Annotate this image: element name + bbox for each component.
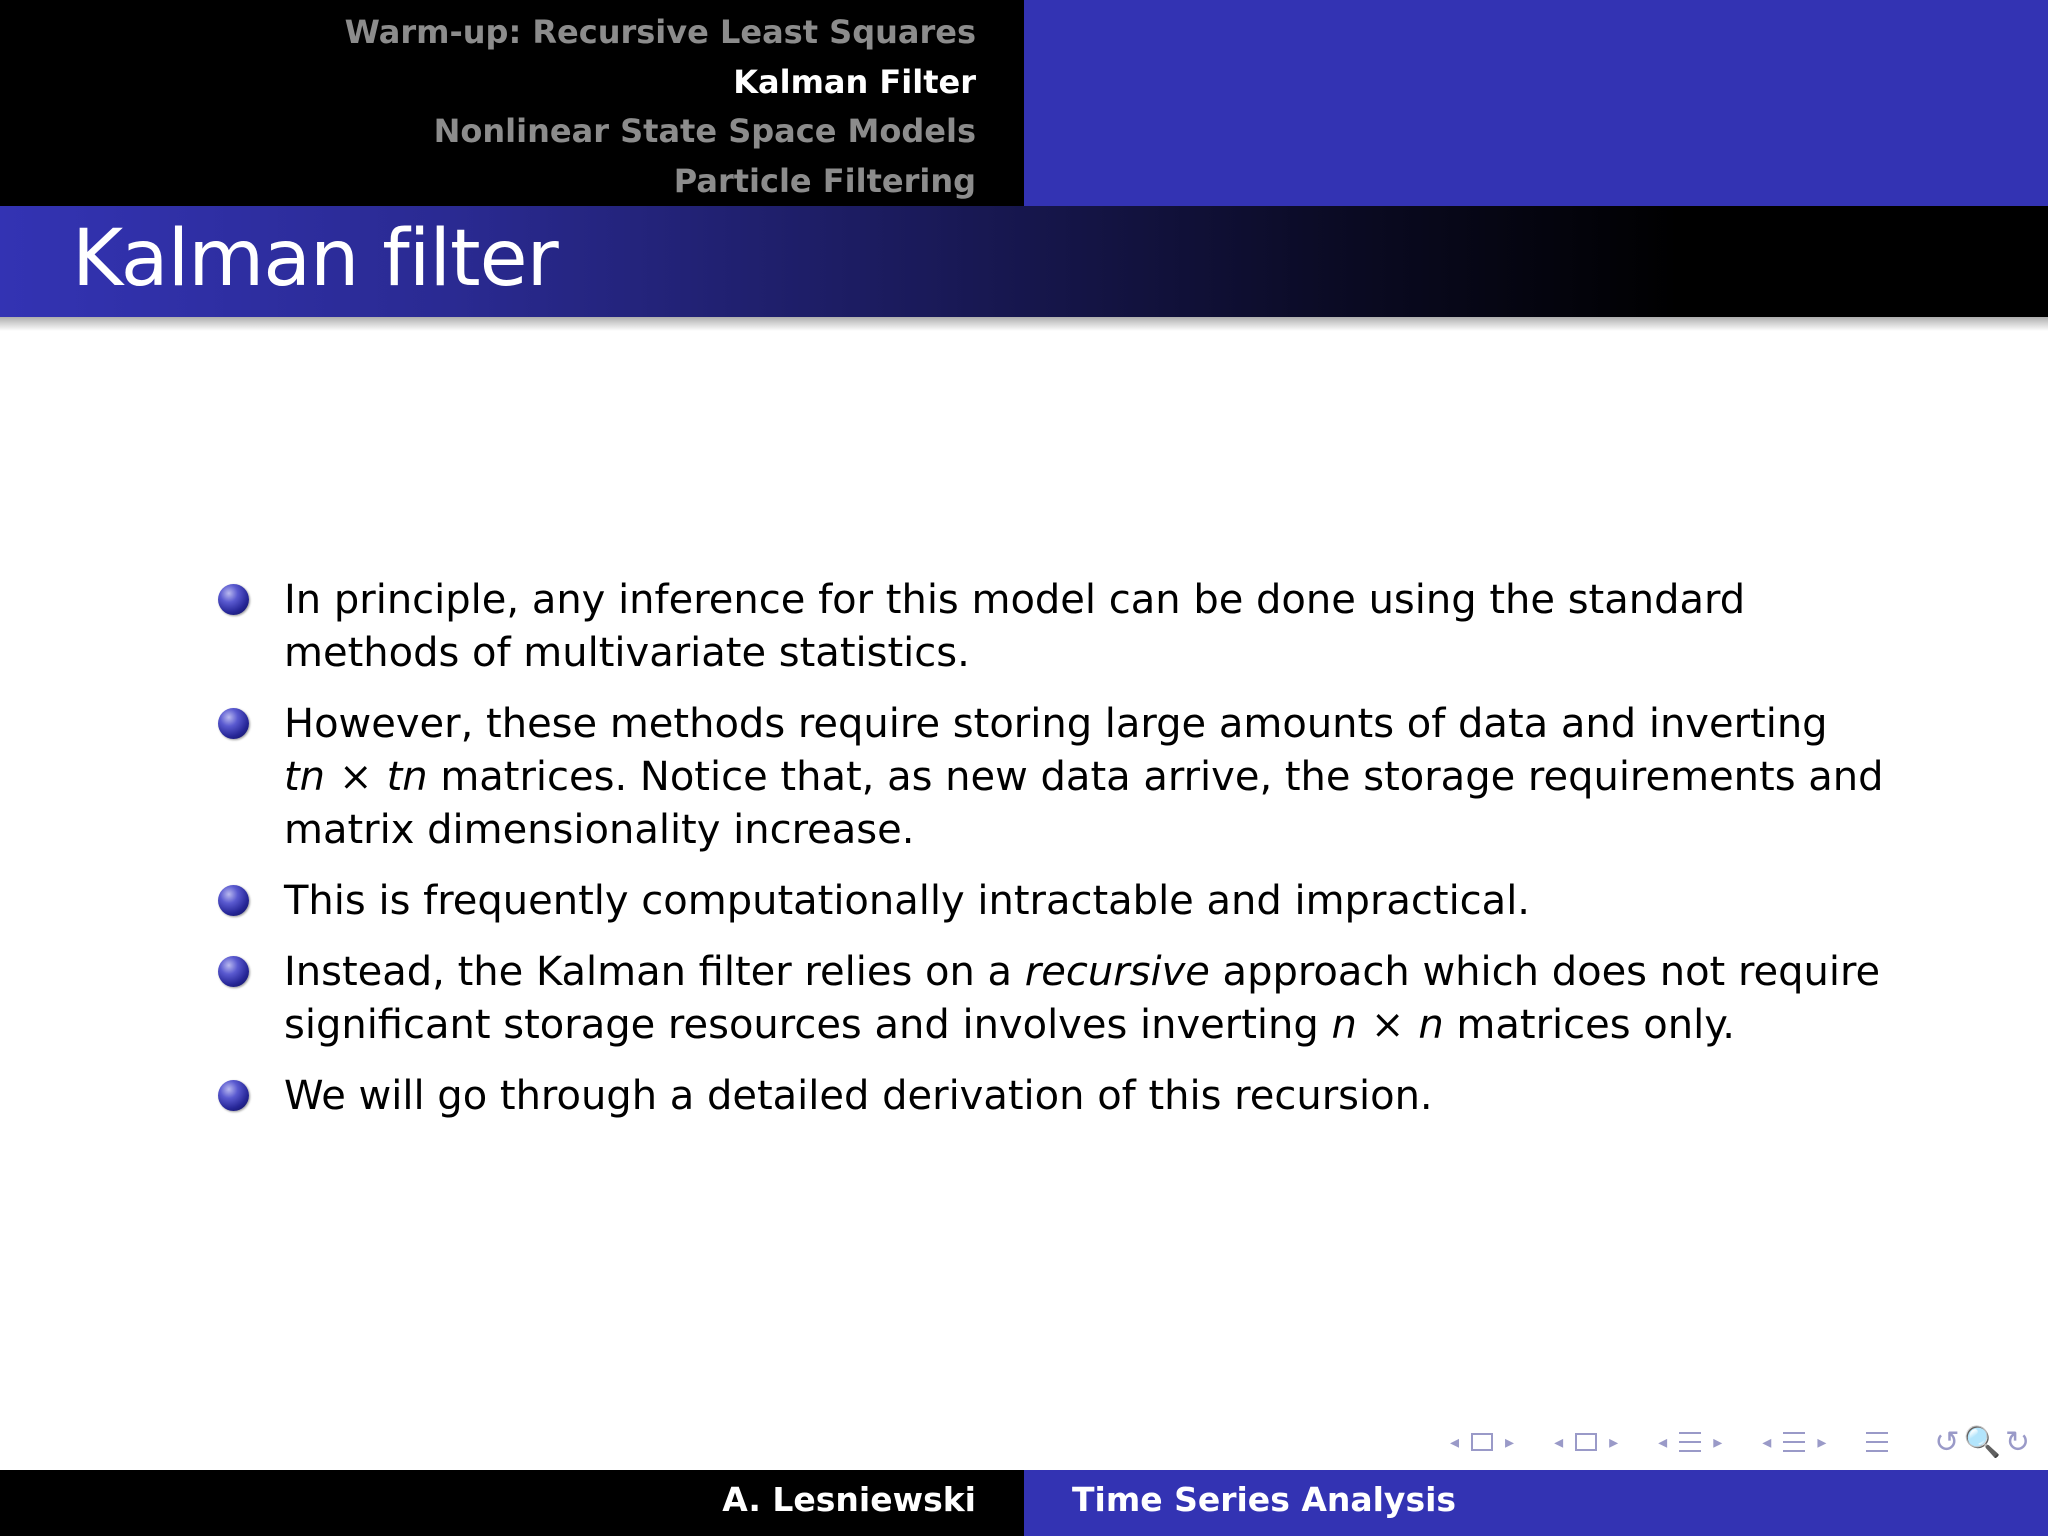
- nav-left-arrow-icon[interactable]: ◂: [1762, 1431, 1772, 1453]
- nav-document-group[interactable]: [1860, 1432, 1894, 1452]
- times-symbol: ×: [339, 754, 373, 800]
- bullet-list: [218, 574, 1898, 1141]
- bullet-ball-icon: [218, 584, 249, 615]
- nav-left-arrow-icon[interactable]: ◂: [1658, 1431, 1668, 1453]
- emphasized-text: recursive: [1024, 949, 1210, 995]
- section-link-rls[interactable]: Warm-up: Recursive Least Squares: [344, 13, 976, 51]
- bullet-text: [284, 946, 1898, 1052]
- nav-search-back-forward-icon[interactable]: ↺🔍↻: [1934, 1424, 2034, 1460]
- bullet-item: [218, 1070, 1898, 1123]
- text-segment: approach which does not require significant storage resources and involves inverting: [284, 949, 1881, 1048]
- section-link-particle[interactable]: Particle Filtering: [673, 161, 976, 200]
- header-navigation: [0, 0, 2048, 206]
- nav-document-icon[interactable]: [1866, 1432, 1888, 1452]
- header-left-panel: [0, 0, 1024, 206]
- nav-left-arrow-icon[interactable]: ◂: [1449, 1431, 1460, 1453]
- section-list: [345, 8, 976, 206]
- section-link-nonlinear[interactable]: Nonlinear State Space Models: [433, 112, 976, 150]
- text-segment: However, these methods require storing large amounts of data and inverting: [284, 701, 1828, 747]
- nav-right-arrow-icon[interactable]: ▸: [1609, 1431, 1619, 1453]
- nav-slide-icon[interactable]: [1471, 1433, 1493, 1451]
- bullet-item: [218, 875, 1898, 928]
- nav-frame-group[interactable]: [1548, 1432, 1624, 1453]
- math-symbol: n: [1331, 1002, 1357, 1048]
- nav-right-arrow-icon[interactable]: ▸: [1817, 1431, 1827, 1453]
- bullet-item: [218, 698, 1898, 857]
- bullet-text: [284, 698, 1898, 857]
- nav-slide-group[interactable]: [1444, 1432, 1520, 1453]
- frame-title-shadow: [0, 317, 2048, 331]
- math-symbol: n: [1418, 1002, 1444, 1048]
- nav-subsection-group[interactable]: [1652, 1432, 1728, 1453]
- nav-frame-icon[interactable]: [1575, 1433, 1597, 1451]
- nav-subsection-icon[interactable]: [1679, 1432, 1701, 1452]
- bullet-text: We will go through a detailed derivation of this recursion.: [284, 1073, 1433, 1119]
- navigation-symbols: [1416, 1422, 2034, 1462]
- bullet-text: In principle, any inference for this model can be done using the standard methods of multivariate statistics.: [284, 577, 1746, 676]
- bullet-ball-icon: [218, 885, 249, 916]
- bullet-item: [218, 946, 1898, 1052]
- text-segment: Instead, the Kalman filter relies on a: [284, 949, 1025, 995]
- nav-right-arrow-icon[interactable]: ▸: [1713, 1431, 1723, 1453]
- nav-left-arrow-icon[interactable]: ◂: [1554, 1431, 1564, 1453]
- footer: [0, 1470, 2048, 1536]
- frame-title: Kalman filter: [72, 214, 558, 304]
- bullet-text: This is frequently computationally intractable and impractical.: [284, 878, 1531, 924]
- nav-section-group[interactable]: [1756, 1432, 1832, 1453]
- footer-author: A. Lesniewski: [722, 1480, 976, 1519]
- footer-left-panel: [0, 1470, 1024, 1536]
- header-right-panel: [1024, 0, 2048, 206]
- text-segment: matrices only.: [1443, 1002, 1735, 1048]
- section-link-kalman[interactable]: Kalman Filter: [733, 62, 976, 101]
- bullet-ball-icon: [218, 956, 249, 987]
- nav-section-icon[interactable]: [1783, 1432, 1805, 1452]
- times-symbol: ×: [1370, 1002, 1405, 1048]
- text-segment: matrices. Notice that, as new data arrive, the storage requirements and matrix dimensionality increase.: [284, 754, 1884, 853]
- footer-right-panel: [1024, 1470, 2048, 1536]
- footer-title: Time Series Analysis: [1072, 1480, 1457, 1519]
- math-symbol: tn: [284, 754, 326, 800]
- bullet-ball-icon: [218, 708, 249, 739]
- bullet-item: [218, 574, 1898, 680]
- nav-right-arrow-icon[interactable]: ▸: [1505, 1431, 1515, 1453]
- math-symbol: tn: [386, 754, 428, 800]
- bullet-ball-icon: [218, 1080, 249, 1111]
